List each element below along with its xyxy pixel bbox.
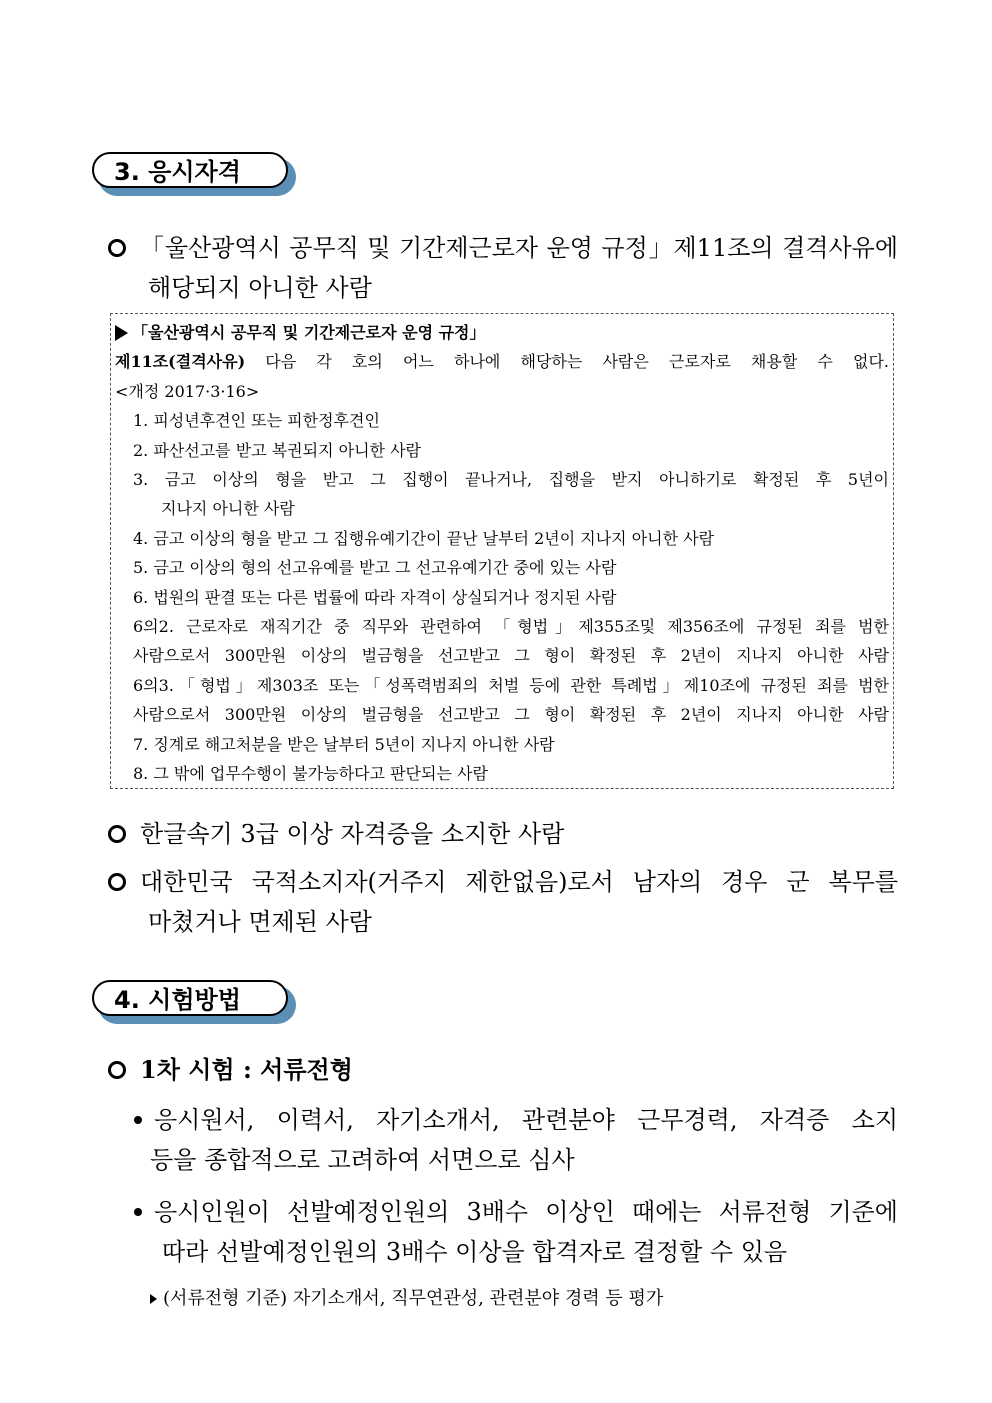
disqualification-item: 7. 징계로 해고처분을 받은 날부터 5년이 지나지 아니한 사람	[133, 734, 555, 754]
screening-detail-1	[134, 1100, 898, 1180]
eligibility-bullet-3	[108, 862, 898, 942]
article-11-text: 제11조(결격사유) 다음 각 호의 어느 하나에 해당하는 사람은 근로자로 채용할 수 없다.	[115, 352, 889, 372]
disqualification-item: 1. 피성년후견인 또는 피한정후견인	[133, 411, 380, 431]
exam-stage-1-bullet	[108, 1050, 898, 1090]
dot-bullet-icon	[134, 1116, 142, 1124]
screening-criteria-note: (서류전형 기준) 자기소개서, 직무연관성, 관련분야 경력 등 평가	[150, 1286, 663, 1312]
circle-bullet-icon	[108, 1061, 126, 1079]
eligibility-bullet-1	[108, 228, 898, 308]
disqualification-item: 8. 그 밖에 업무수행이 불가능하다고 판단되는 사람	[133, 764, 488, 784]
disqualification-item: 3. 금고 이상의 형을 받고 그 집행이 끝나거나, 집행을 받지 아니하기로 확정된 후 5년이	[133, 470, 889, 490]
section-3-title: 3. 응시자격	[92, 152, 288, 188]
disqualification-item-continuation: 사람으로서 300만원 이상의 벌금형을 선고받고 그 형이 확정된 후 2년이 지나지 아니한 사람	[133, 646, 889, 666]
screening-detail-2-line-2: 따라 선발예정인원의 3배수 이상을 합격자로 결정할 수 있음	[162, 1238, 788, 1266]
eligibility-bullet-1-line-1: 「울산광역시 공무직 및 기간제근로자 운영 규정」제11조의 결격사유에	[140, 234, 898, 262]
screening-detail-2-line-1: 응시인원이 선발예정인원의 3배수 이상인 때에는 서류전형 기준에	[154, 1198, 898, 1226]
disqualification-item: 6의2. 근로자로 재직기간 중 직무와 관련하여 「형법」제355조및 제356조에 규정된 죄를 범한	[133, 617, 889, 637]
amendment-note: <개정 2017·3·16>	[115, 381, 260, 401]
triangle-marker-icon	[115, 325, 128, 341]
disqualification-item: 4. 금고 이상의 형을 받고 그 집행유예기간이 끝난 날부터 2년이 지나지 아니한 사람	[133, 528, 715, 548]
section-4-heading	[92, 980, 298, 1026]
regulation-excerpt-box	[110, 313, 894, 789]
circle-bullet-icon	[108, 873, 126, 891]
dot-bullet-icon	[134, 1208, 142, 1216]
disqualification-item: 6. 법원의 판결 또는 다른 법률에 따라 자격이 상실되거나 정지된 사람	[133, 587, 617, 607]
screening-detail-2	[134, 1192, 898, 1272]
disqualification-item: 5. 금고 이상의 형의 선고유예를 받고 그 선고유예기간 중에 있는 사람	[133, 558, 617, 578]
eligibility-bullet-1-line-2: 해당되지 아니한 사람	[148, 274, 372, 302]
circle-bullet-icon	[108, 239, 126, 257]
disqualification-item-continuation: 사람으로서 300만원 이상의 벌금형을 선고받고 그 형이 확정된 후 2년이 지나지 아니한 사람	[133, 705, 889, 725]
disqualification-item: 2. 파산선고를 받고 복권되지 아니한 사람	[133, 440, 421, 460]
disqualification-item: 6의3.「형법」제303조 또는「성폭력범죄의 처벌 등에 관한 특례법」제10조에 규정된 죄를 범한	[133, 675, 889, 695]
eligibility-bullet-3-line-2: 마쳤거나 면제된 사람	[148, 908, 372, 936]
eligibility-bullet-2-text: 한글속기 3급 이상 자격증을 소지한 사람	[140, 820, 565, 848]
exam-stage-1-text: 1차 시험 : 서류전형	[140, 1055, 353, 1084]
eligibility-bullet-3-line-1: 대한민국 국적소지자(거주지 제한없음)로서 남자의 경우 군 복무를	[140, 868, 898, 896]
small-triangle-icon	[150, 1294, 157, 1304]
screening-detail-1-line-2: 등을 종합적으로 고려하여 서면으로 심사	[150, 1146, 575, 1174]
section-4-title: 4. 시험방법	[92, 980, 288, 1016]
regulation-title: 「울산광역시 공무직 및 기간제근로자 운영 규정」	[115, 318, 889, 347]
eligibility-bullet-2	[108, 814, 898, 854]
circle-bullet-icon	[108, 825, 126, 843]
disqualification-item-continuation: 지나지 아니한 사람	[161, 499, 295, 519]
screening-detail-1-line-1: 응시원서, 이력서, 자기소개서, 관련분야 근무경력, 자격증 소지	[154, 1106, 898, 1134]
section-3-heading	[92, 152, 298, 198]
